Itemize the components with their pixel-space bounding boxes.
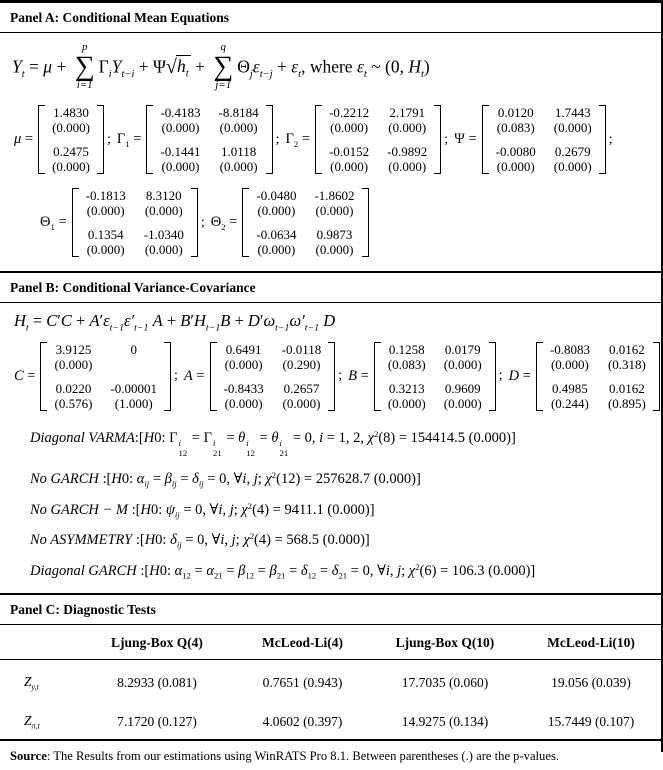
- panel-a-title: Panel A: Conditional Mean Equations: [0, 3, 661, 33]
- summation-sign: q ∑ j=1: [213, 41, 234, 91]
- matrix-cell: 0.0179 (0.000): [443, 341, 482, 372]
- panel-c-title: Panel C: Diagnostic Tests: [0, 593, 661, 625]
- matrix-cell: 0.9873 (0.000): [315, 227, 354, 258]
- matrix-bracket-right: [362, 188, 369, 257]
- diag-col-ljung-box-q4: Ljung-Box Q(4): [111, 634, 203, 650]
- matrix-bracket-right: [97, 105, 104, 174]
- diagnostics-table: [0, 625, 661, 741]
- matrix-cell: -1.8602 (0.000): [314, 188, 355, 219]
- matrix-cell: 1.7443 (0.000): [553, 105, 592, 136]
- matrix: [40, 186, 198, 259]
- matrix-cell: -0.0118 (0.290): [281, 341, 322, 372]
- matrix-bracket-left: [482, 105, 489, 174]
- matrix-bracket-right: [191, 188, 198, 257]
- matrix-bracket-left: [38, 105, 45, 174]
- matrix-cell: -0.8433 (0.000): [223, 380, 264, 411]
- diag-value: 8.2933 (0.081): [117, 674, 197, 690]
- diag-col-mcleod-li4: McLeod-Li(4): [262, 634, 343, 650]
- matrix: [211, 186, 369, 259]
- diag-value: 17.7035 (0.060): [401, 674, 489, 690]
- matrix-separator: ;: [200, 214, 205, 230]
- matrix-cell: 0: [130, 341, 137, 357]
- matrix: [14, 340, 171, 413]
- source-note: [0, 741, 661, 770]
- matrix-cell: -0.0152 (0.000): [329, 144, 370, 175]
- matrix-cell: -8.8184 (0.000): [218, 105, 259, 136]
- square-root-sign: $√h_t$: [165, 56, 189, 80]
- matrix-cell: 0.0120 (0.083): [496, 105, 535, 136]
- matrix-bracket-left: [146, 105, 153, 174]
- matrix-grid: [326, 103, 430, 176]
- matrix-cell: -0.4183 (0.000): [160, 105, 201, 136]
- matrix-bracket-right: [328, 342, 335, 411]
- matrix: [117, 103, 273, 176]
- matrix-separator: ;: [107, 131, 111, 147]
- matrix-label: B =: [348, 367, 369, 384]
- matrix-cell: 0.2475 (0.000): [52, 144, 91, 175]
- matrix-cell: -0.8083 (0.000): [549, 341, 590, 372]
- diag-row-label-zpi: $Z_{\pi,t}$: [24, 713, 40, 732]
- diag-header-row: [0, 625, 661, 660]
- hypothesis-line: No ASYMMETRY :[H0: $\delta_{ij} = 0$, ∀i, j; $\chi^2(4) = 568.5$ (0.000)]: [30, 531, 370, 551]
- matrix-label: $\Theta_2$ =: [210, 214, 238, 232]
- matrix-cell: 1.0118 (0.000): [219, 144, 258, 175]
- matrix-cell: -0.2212 (0.000): [329, 105, 370, 136]
- matrix: [348, 340, 496, 413]
- matrix-cell: 0.0220 (0.576): [54, 380, 93, 411]
- matrix-bracket-left: [210, 342, 217, 411]
- matrix-label: $\Gamma_2$ =: [285, 131, 311, 149]
- diag-col-ljung-box-q10: Ljung-Box Q(10): [395, 634, 495, 650]
- diag-value: 7.1720 (0.127): [117, 714, 197, 730]
- source-text: : The Results from our estimations using WinRATS Pro 8.1. Between parentheses (.) are the p-values.: [46, 749, 559, 764]
- matrix-cell: 0.2657 (0.000): [282, 380, 321, 411]
- matrix-grid: [253, 186, 357, 259]
- summation-sign: p ∑ i=1: [74, 41, 95, 91]
- matrix-cell: 0.1258 (0.083): [387, 341, 426, 372]
- matrix-grid: [83, 186, 187, 259]
- matrix-separator: ;: [608, 131, 613, 147]
- matrix-cell: 3.9125 (0.000): [54, 341, 93, 372]
- matrix-cell: -0.0480 (0.000): [256, 188, 297, 219]
- matrix: [454, 103, 606, 176]
- matrix-bracket-left: [72, 188, 79, 257]
- panel-a-matrices-row-1: [14, 103, 661, 176]
- diag-row-zpi: [0, 699, 661, 739]
- matrix-bracket-left: [374, 342, 381, 411]
- matrix-cell: -1.0340 (0.000): [143, 227, 184, 258]
- matrix-cell: -0.0634 (0.000): [256, 227, 297, 258]
- hypothesis-line: No GARCH :[H0: $\alpha_{ij} = \beta_{ij} = \delta_{ij} = 0$, ∀i, j; $\chi^2(12) = 257628.7$ (0.000)]: [30, 470, 421, 489]
- matrix-bracket-right: [653, 342, 660, 411]
- diag-body: [0, 660, 661, 741]
- diag-value: 4.0602 (0.397): [262, 714, 343, 730]
- matrix-grid: [49, 103, 93, 176]
- matrix-separator: ;: [338, 368, 343, 384]
- hypothesis-line: No GARCH − M :[H0: $\psi_{ij} = 0$, ∀i, j; $\chi^2(4) = 9411.1$ (0.000)]: [30, 500, 375, 520]
- matrix-cell: 0.2679 (0.000): [553, 144, 592, 175]
- matrix-cell: 0.0162 (0.318): [607, 341, 646, 372]
- diag-value: 0.7651 (0.943): [262, 674, 343, 690]
- diag-row-label-zy: $Z_{y,t}$: [24, 673, 39, 692]
- matrix-grid: [157, 103, 261, 176]
- matrix-separator: ;: [498, 368, 503, 384]
- matrix: [184, 340, 335, 413]
- matrix-cell: -0.00001 (1.000): [110, 380, 157, 411]
- matrix-bracket-right: [489, 342, 496, 411]
- panel-a-matrices-row-2: [40, 186, 661, 259]
- matrix-bracket-left: [242, 188, 249, 257]
- panel-b-matrices-row: [14, 340, 661, 413]
- matrix-label: $\Gamma_1$ =: [116, 131, 142, 149]
- matrix-bracket-right: [434, 105, 441, 174]
- source-label: Source: [10, 749, 47, 764]
- matrix-label: A =: [183, 367, 205, 384]
- matrix-cell: -0.9892 (0.000): [387, 144, 428, 175]
- panel-b-equation: $H_t = C'C + A'\varepsilon_{t-1}\varepsilon'_{t-1}$ $A + B'H_{t-1}B + D'\omega_{t-1}\omega'_{t-1}$ D: [14, 311, 336, 334]
- diag-value: 15.7449 (0.107): [547, 714, 635, 730]
- matrix-grid: [547, 340, 649, 413]
- matrix-cell: 0.4985 (0.244): [550, 380, 589, 411]
- hypothesis-line: Diagonal VARMA:[H0: Γ i 12 = Γ i 21 = θ i 12 = θ i 21 = 0, i = 1, 2, $\chi^2(8) = 154414.5$ (0.000)]: [30, 428, 516, 459]
- matrix-separator: ;: [174, 368, 178, 384]
- matrix-cell: -0.1441 (0.000): [160, 144, 201, 175]
- matrix: [286, 103, 442, 176]
- matrix-bracket-right: [266, 105, 273, 174]
- matrix: [14, 103, 104, 176]
- matrix-label: Ψ =: [454, 131, 477, 148]
- matrix-cell: 0.3213 (0.000): [387, 380, 426, 411]
- matrix: [509, 340, 660, 413]
- matrix-label: $\Theta_1$ =: [40, 214, 67, 232]
- diag-row-zy: [0, 660, 661, 700]
- hypothesis-tests-list: [30, 429, 651, 581]
- diag-col-mcleod-li10: McLeod-Li(10): [547, 634, 635, 650]
- matrix-cell: -0.0080 (0.000): [495, 144, 536, 175]
- matrix-cell: 2.1791 (0.000): [388, 105, 427, 136]
- matrix-grid: [385, 340, 485, 413]
- matrix-separator: ;: [275, 131, 280, 147]
- matrix-grid: [493, 103, 595, 176]
- matrix-label: μ =: [14, 131, 34, 148]
- matrix-cell: 0.0162 (0.895): [607, 380, 646, 411]
- diag-value: 19.056 (0.039): [551, 674, 631, 690]
- matrix-bracket-right: [599, 105, 606, 174]
- matrix-bracket-left: [536, 342, 543, 411]
- hypothesis-line: Diagonal GARCH :[H0: $\alpha_{12} = \alpha_{21} = \beta_{12} = \beta_{21} = \delta_{12} = \delta_{21} = 0$, ∀i, j; $\chi^2(6) = 106.3$ (0.000)]: [30, 562, 536, 581]
- matrix-label: D =: [508, 367, 531, 384]
- matrix-cell: 8.3120 (0.000): [144, 188, 183, 219]
- matrix-bracket-left: [40, 342, 47, 411]
- matrix-label: C =: [14, 367, 36, 384]
- matrix-bracket-left: [315, 105, 322, 174]
- matrix-grid: [221, 340, 325, 413]
- matrix-cell: 0.1354 (0.000): [86, 227, 125, 258]
- matrix-grid: [51, 340, 160, 413]
- matrix-cell: -0.1813 (0.000): [85, 188, 126, 219]
- matrix-cell: 0.9609 (0.000): [443, 380, 482, 411]
- panel-b-title: Panel B: Conditional Variance-Covariance: [0, 271, 661, 303]
- matrix-separator: ;: [444, 131, 449, 147]
- matrix-cell: 0.6491 (0.000): [224, 341, 263, 372]
- matrix-cell: 1.4830 (0.000): [52, 105, 91, 136]
- diag-value: 14.9275 (0.134): [401, 714, 489, 730]
- panel-a-equation: $Y_t = \mu$ + p ∑ i=1 $\Gamma_iY_{t-i} + \Psi√h_t$ + q ∑ j=1 $\Theta_j\varepsilon_{t-j} + \varepsilon_t$, where $\varepsilon_t$ ~ (0, $H_t$): [12, 41, 430, 91]
- matrix-bracket-right: [164, 342, 171, 411]
